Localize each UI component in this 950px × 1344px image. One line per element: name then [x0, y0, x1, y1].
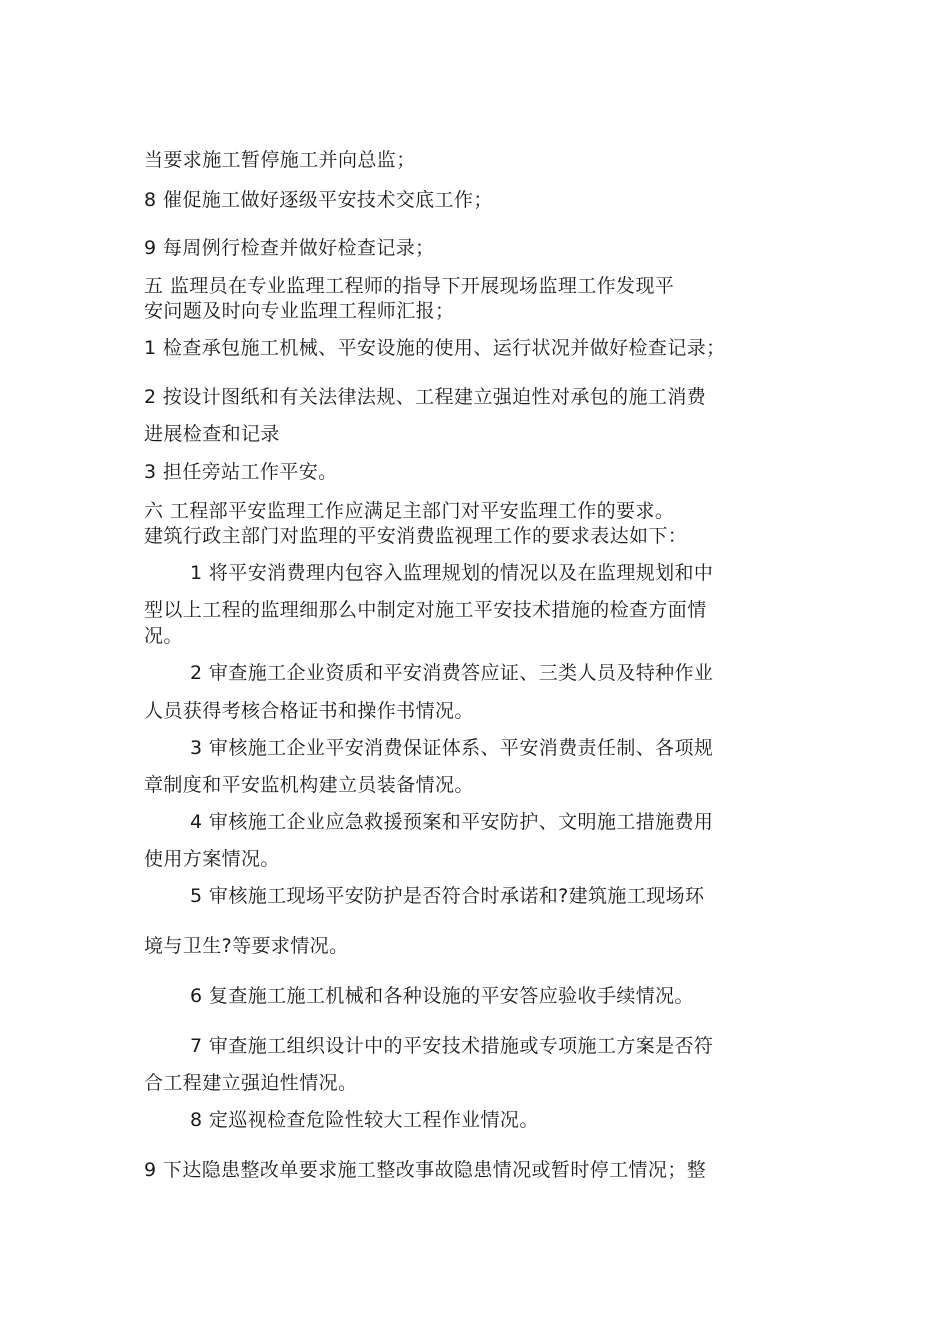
text-line: 6 复查施工施工机械和各种设施的平安答应验收手续情况。 — [190, 985, 694, 1007]
text-line: 9 每周例行检查并做好检查记录； — [144, 237, 435, 259]
text-line: 境与卫生?等要求情况。 — [144, 935, 349, 957]
text-line: 1 检查承包施工机械、平安设施的使用、运行状况并做好检查记录； — [144, 337, 726, 359]
text-line: 3 担任旁站工作平安。 — [144, 461, 338, 483]
text-line: 当要求施工暂停施工并向总监； — [144, 149, 416, 171]
text-line: 8 催促施工做好逐级平安技术交底工作； — [144, 189, 493, 211]
text-line: 7 审查施工组织设计中的平安技术措施或专项施工方案是否符 — [190, 1035, 714, 1057]
text-line: 8 定巡视检查危险性较大工程作业情况。 — [190, 1109, 539, 1131]
text-line: 五 监理员在专业监理工程师的指导下开展现场监理工作发现平 — [144, 275, 675, 297]
text-line: 4 审核施工企业应急救援预案和平安防护、文明施工措施费用 — [190, 811, 714, 833]
text-line: 建筑行政主部门对监理的平安消费监视理工作的要求表达如下： — [144, 525, 688, 547]
text-line: 2 审查施工企业资质和平安消费答应证、三类人员及特种作业 — [190, 662, 714, 684]
text-line: 六 工程部平安监理工作应满足主部门对平安监理工作的要求。 — [144, 500, 675, 522]
text-line: 人员获得考核合格证书和操作书情况。 — [144, 700, 474, 722]
text-line: 2 按设计图纸和有关法律法规、工程建立强迫性对承包的施工消费 — [144, 386, 707, 408]
text-line: 安问题及时向专业监理工程师汇报； — [144, 300, 455, 322]
text-line: 使用方案情况。 — [144, 848, 280, 870]
text-line: 章制度和平安监机构建立员装备情况。 — [144, 774, 474, 796]
text-line: 况。 — [144, 625, 183, 647]
text-line: 1 将平安消费理内包容入监理规划的情况以及在监理规划和中 — [190, 562, 714, 584]
text-line: 5 审核施工现场平安防护是否符合时承诺和?建筑施工现场环 — [190, 885, 705, 907]
text-line: 型以上工程的监理细那么中制定对施工平安技术措施的检查方面情 — [144, 599, 707, 621]
text-line: 合工程建立强迫性情况。 — [144, 1072, 358, 1094]
text-line: 3 审核施工企业平安消费保证体系、平安消费责任制、各项规 — [190, 737, 714, 759]
text-line: 9 下达隐患整改单要求施工整改事故隐患情况或暂时停工情况；整 — [144, 1159, 707, 1181]
text-line: 进展检查和记录 — [144, 423, 280, 445]
